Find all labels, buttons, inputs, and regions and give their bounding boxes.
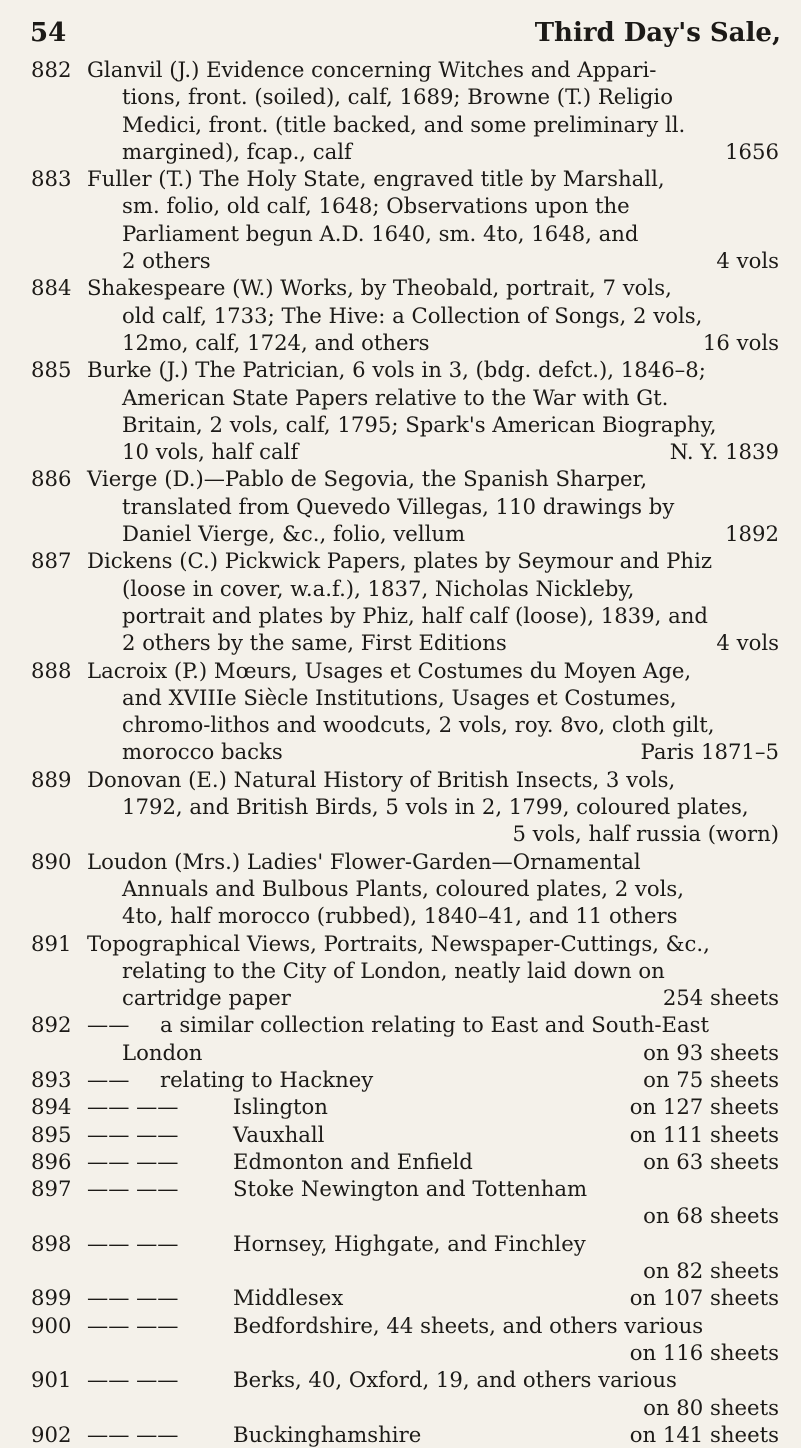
lot-text: Dickens (C.) Pickwick Papers, plates by Seymour and Phiz [87,548,713,574]
lot-text: Islington [233,1094,328,1120]
lot-number: 894 [31,1094,72,1120]
ditto-dashes: —— —— [87,1421,179,1447]
lot-number: 898 [31,1230,72,1256]
lot-entry [0,274,801,356]
lot-text: 1792, and British Birds, 5 vols in 2, 1799, coloured plates, [122,794,749,820]
lot-text: margined), fcap., calf [122,138,352,164]
lot-text: 10 vols, half calf [122,439,299,465]
lot-right-text: 1892 [725,521,779,547]
lot-line [0,984,801,1011]
lot-right-text: on 63 sheets [643,1148,779,1174]
lot-right-text: 4 vols [716,248,779,274]
lot-line [0,438,801,465]
ditto-dashes: —— —— [87,1121,179,1147]
lot-right-text: on 116 sheets [629,1339,779,1365]
lot-text: Annuals and Bulbous Plants, coloured plates, 2 vols, [122,875,685,901]
lot-entry [0,1366,801,1421]
lot-line [0,493,801,520]
lot-right-text: on 93 sheets [643,1039,779,1065]
ditto-dashes: —— —— [87,1367,179,1393]
lot-right-text: on 68 sheets [643,1203,779,1229]
lot-text: sm. folio, old calf, 1648; Observations upon the [122,193,630,219]
lot-line [0,957,801,984]
lot-number: 892 [31,1012,72,1038]
lot-entry [0,930,801,1012]
lot-line [0,192,801,219]
lot-text: Burke (J.) The Patrician, 6 vols in 3, (bdg. defct.), 1846–8; [87,357,706,383]
lot-line [0,56,801,83]
lot-entry [0,1121,801,1148]
lot-line [0,356,801,383]
lot-number: 883 [31,166,72,192]
lot-text: (loose in cover, w.a.f.), 1837, Nicholas Nickleby, [122,575,635,601]
lot-line [0,138,801,165]
lot-line [0,520,801,547]
lot-line [0,1312,801,1339]
ditto-dashes: —— —— [87,1176,179,1202]
lot-number: 885 [31,357,72,383]
lot-number: 899 [31,1285,72,1311]
lot-right-text: N. Y. 1839 [669,439,779,465]
page-header [0,18,801,58]
lot-right-text: 254 sheets [662,985,779,1011]
lot-entry [0,1093,801,1120]
lot-line [0,848,801,875]
lot-text: Stoke Newington and Tottenham [233,1176,588,1202]
lot-text: Hornsey, Highgate, and Finchley [233,1230,586,1256]
lot-line [0,220,801,247]
lot-number: 901 [31,1367,72,1393]
lot-line [0,602,801,629]
lot-right-text: on 107 sheets [629,1285,779,1311]
lot-line [0,274,801,301]
lot-line [0,930,801,957]
lot-text: Loudon (Mrs.) Ladies' Flower-Garden—Ornamental [87,848,641,874]
lot-line [0,875,801,902]
lot-text: old calf, 1733; The Hive: a Collection of Songs, 2 vols, [122,302,703,328]
lot-line [0,684,801,711]
lot-text: chromo-lithos and woodcuts, 2 vols, roy. 8vo, cloth gilt, [122,712,715,738]
lot-text: 2 others by the same, First Editions [122,630,507,656]
lot-right-text: on 141 sheets [629,1421,779,1447]
lot-line [0,247,801,274]
lot-line [0,629,801,656]
lot-number: 902 [31,1421,72,1447]
lot-line [0,1421,801,1448]
lot-number: 897 [31,1176,72,1202]
lot-line [0,1066,801,1093]
lot-text: 12mo, calf, 1724, and others [122,329,430,355]
lot-entry [0,848,801,930]
lot-line [0,1284,801,1311]
ditto-dashes: —— —— [87,1094,179,1120]
lot-text: Bedfordshire, 44 sheets, and others various [233,1312,704,1338]
lot-line [0,820,801,847]
lot-text: Shakespeare (W.) Works, by Theobald, portrait, 7 vols, [87,275,672,301]
lot-text: portrait and plates by Phiz, half calf (loose), 1839, and [122,602,708,628]
lot-line [0,329,801,356]
lot-right-text: on 82 sheets [643,1258,779,1284]
lot-text: tions, front. (soiled), calf, 1689; Browne (T.) Religio [122,84,673,110]
lot-text: and XVIIIe Siècle Institutions, Usages et Costumes, [122,684,677,710]
lot-line [0,766,801,793]
page-number: 54 [30,18,67,48]
lot-text: Daniel Vierge, &c., folio, vellum [122,521,466,547]
lot-line [0,1039,801,1066]
lot-text: Medici, front. (title backed, and some preliminary ll. [122,111,686,137]
lot-right-text: 16 vols [702,329,779,355]
lot-number: 888 [31,657,72,683]
lot-line [0,793,801,820]
lot-text: American State Papers relative to the War with Gt. [122,384,669,410]
lot-line [0,1175,801,1202]
lot-text: Buckinghamshire [233,1421,422,1447]
lot-right-text: 4 vols [716,630,779,656]
lot-list [0,56,801,1448]
lot-number: 887 [31,548,72,574]
lot-right-text: on 80 sheets [643,1394,779,1420]
lot-line [0,1121,801,1148]
lot-text: 2 others [122,248,211,274]
lot-text: 4to, half morocco (rubbed), 1840–41, and 11 others [122,903,678,929]
lot-line [0,1148,801,1175]
lot-line [0,1011,801,1038]
lot-text: a similar collection relating to East and South-East [160,1012,709,1038]
lot-number: 886 [31,466,72,492]
lot-line [0,1339,801,1366]
lot-text: Lacroix (P.) Mœurs, Usages et Costumes du Moyen Age, [87,657,692,683]
ditto-dashes: —— —— [87,1285,179,1311]
lot-entry [0,657,801,766]
lot-text: Glanvil (J.) Evidence concerning Witches and Appari- [87,57,657,82]
lot-line [0,1202,801,1229]
lot-entry [0,1284,801,1311]
lot-entry [0,165,801,274]
lot-number: 900 [31,1312,72,1338]
lot-line [0,111,801,138]
lot-entry [0,465,801,547]
lot-right-text: on 75 sheets [643,1066,779,1092]
lot-line [0,575,801,602]
lot-line [0,1366,801,1393]
lot-entry [0,1312,801,1367]
lot-text: Donovan (E.) Natural History of British Insects, 3 vols, [87,766,676,792]
lot-text: Vauxhall [233,1121,325,1147]
lot-right-text: 1656 [725,138,779,164]
lot-text: Berks, 40, Oxford, 19, and others various [233,1367,677,1393]
lot-text: London [122,1039,203,1065]
lot-entry [0,1148,801,1175]
lot-entry [0,1066,801,1093]
lot-text: Topographical Views, Portraits, Newspaper-Cuttings, &c., [87,930,710,956]
ditto-dashes: —— —— [87,1312,179,1338]
running-title: Third Day's Sale, [534,18,781,48]
lot-line [0,738,801,765]
ditto-dashes: —— [87,1066,130,1092]
lot-right-text: Paris 1871–5 [640,739,779,765]
lot-text: Fuller (T.) The Holy State, engraved title by Marshall, [87,166,665,192]
lot-line [0,902,801,929]
lot-right-text: on 111 sheets [629,1121,779,1147]
lot-number: 895 [31,1121,72,1147]
lot-line [0,1257,801,1284]
lot-number: 889 [31,766,72,792]
lot-entry [0,1175,801,1230]
lot-text: Middlesex [233,1285,344,1311]
lot-text: Parliament begun A.D. 1640, sm. 4to, 1648, and [122,220,639,246]
lot-entry [0,1421,801,1448]
lot-number: 884 [31,275,72,301]
lot-number: 890 [31,848,72,874]
lot-entry [0,766,801,848]
lot-entry [0,1011,801,1066]
lot-line [0,411,801,438]
lot-right-text: on 127 sheets [629,1094,779,1120]
ditto-dashes: —— —— [87,1230,179,1256]
lot-entry [0,547,801,656]
lot-line [0,302,801,329]
lot-line [0,657,801,684]
lot-line [0,83,801,110]
lot-text: relating to Hackney [160,1066,374,1092]
lot-number: 891 [31,930,72,956]
lot-number: 896 [31,1148,72,1174]
lot-line [0,384,801,411]
ditto-dashes: —— [87,1012,130,1038]
lot-line [0,547,801,574]
lot-line [0,1093,801,1120]
lot-line [0,711,801,738]
lot-text: translated from Quevedo Villegas, 110 drawings by [122,493,675,519]
lot-text: Vierge (D.)—Pablo de Segovia, the Spanish Sharper, [87,466,648,492]
lot-line [0,165,801,192]
lot-entry [0,56,801,165]
lot-text: Edmonton and Enfield [233,1148,473,1174]
lot-line [0,1394,801,1421]
lot-entry [0,356,801,465]
lot-text: relating to the City of London, neatly laid down on [122,957,665,983]
lot-number: 893 [31,1066,72,1092]
lot-entry [0,1230,801,1285]
lot-line [0,1230,801,1257]
lot-line [0,465,801,492]
lot-number: 882 [31,57,72,82]
lot-right-text: 5 vols, half russia (worn) [512,821,779,847]
ditto-dashes: —— —— [87,1148,179,1174]
lot-text: morocco backs [122,739,283,765]
lot-text: cartridge paper [122,985,291,1011]
lot-text: Britain, 2 vols, calf, 1795; Spark's American Biography, [122,411,717,437]
